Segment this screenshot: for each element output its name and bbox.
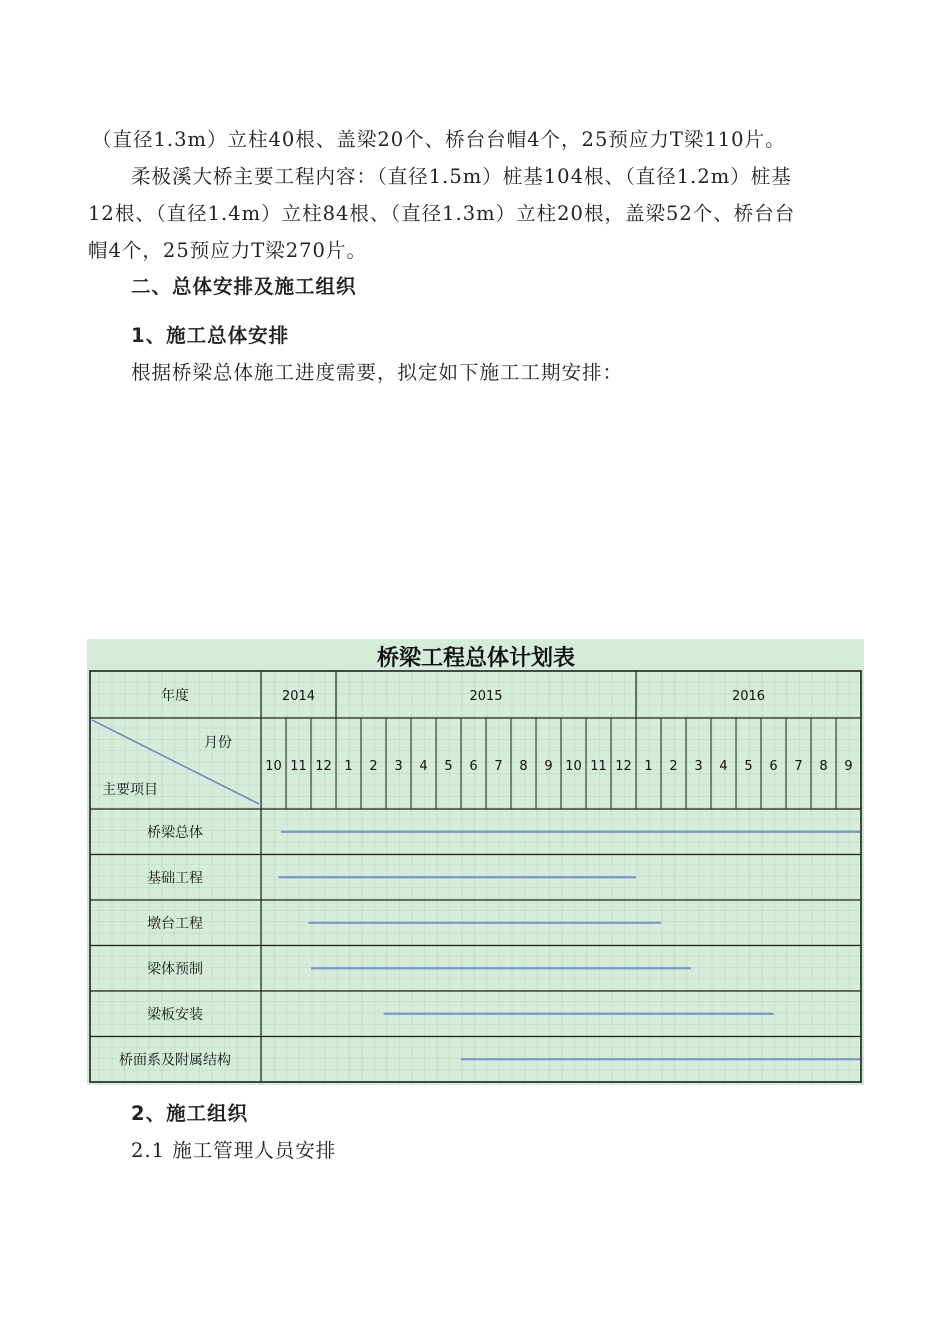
month-label: 4 <box>719 759 728 774</box>
year-label: 2016 <box>731 689 766 704</box>
month-label: 11 <box>290 759 307 774</box>
month-label: 12 <box>615 759 632 774</box>
row-label: 梁板安装 <box>147 1006 203 1023</box>
table-title: 桥梁工程总体计划表 <box>376 646 576 671</box>
para-2-line-3: 帽4个，25预应力T梁270片。 <box>88 239 367 262</box>
month-header: 月份 <box>204 735 232 751</box>
month-label: 3 <box>694 759 703 774</box>
year-header: 年度 <box>161 688 189 704</box>
month-label: 6 <box>469 759 478 774</box>
month-label: 8 <box>519 759 528 774</box>
month-label: 10 <box>265 759 282 774</box>
month-label: 7 <box>494 759 503 774</box>
year-label: 2015 <box>469 689 503 704</box>
gantt-table <box>87 639 864 1085</box>
subheading-2: 2、施工组织 <box>131 1102 249 1125</box>
month-label: 10 <box>565 759 582 774</box>
month-label: 7 <box>794 759 803 774</box>
month-label: 9 <box>844 759 853 774</box>
row-label: 基础工程 <box>147 870 203 887</box>
item-header: 主要项目 <box>102 782 158 798</box>
row-label: 桥面系及附属结构 <box>119 1052 231 1069</box>
para-1-tail: （直径1.3m）立柱40根、盖梁20个、桥台台帽4个，25预应力T梁110片。 <box>92 128 786 151</box>
month-label: 4 <box>419 759 428 774</box>
row-label: 墩台工程 <box>147 915 203 932</box>
month-label: 5 <box>444 759 453 774</box>
month-label: 1 <box>644 759 653 774</box>
month-label: 2 <box>669 759 678 774</box>
month-label: 2 <box>369 759 378 774</box>
para-2-line-1: 柔极溪大桥主要工程内容：（直径1.5m）桩基104根、（直径1.2m）桩基 <box>131 165 792 188</box>
row-label: 桥梁总体 <box>147 824 203 841</box>
para-3: 根据桥梁总体施工进度需要，拟定如下施工工期安排： <box>131 361 624 384</box>
para-2-line-2: 12根、（直径1.4m）立柱84根、（直径1.3m）立柱20根，盖梁52个、桥台台 <box>88 202 796 225</box>
subheading-1: 1、施工总体安排 <box>131 324 290 347</box>
month-label: 11 <box>590 759 607 774</box>
month-label: 9 <box>544 759 553 774</box>
table-background <box>87 639 864 1085</box>
year-label: 2014 <box>281 689 316 704</box>
row-label: 梁体预制 <box>147 961 203 978</box>
subheading-2-1: 2.1 施工管理人员安排 <box>131 1139 337 1162</box>
month-label: 12 <box>315 759 332 774</box>
month-label: 3 <box>394 759 403 774</box>
month-label: 8 <box>819 759 828 774</box>
month-label: 5 <box>744 759 753 774</box>
section-heading-2: 二、总体安排及施工组织 <box>131 275 357 298</box>
month-label: 6 <box>769 759 778 774</box>
month-label: 1 <box>344 759 353 774</box>
